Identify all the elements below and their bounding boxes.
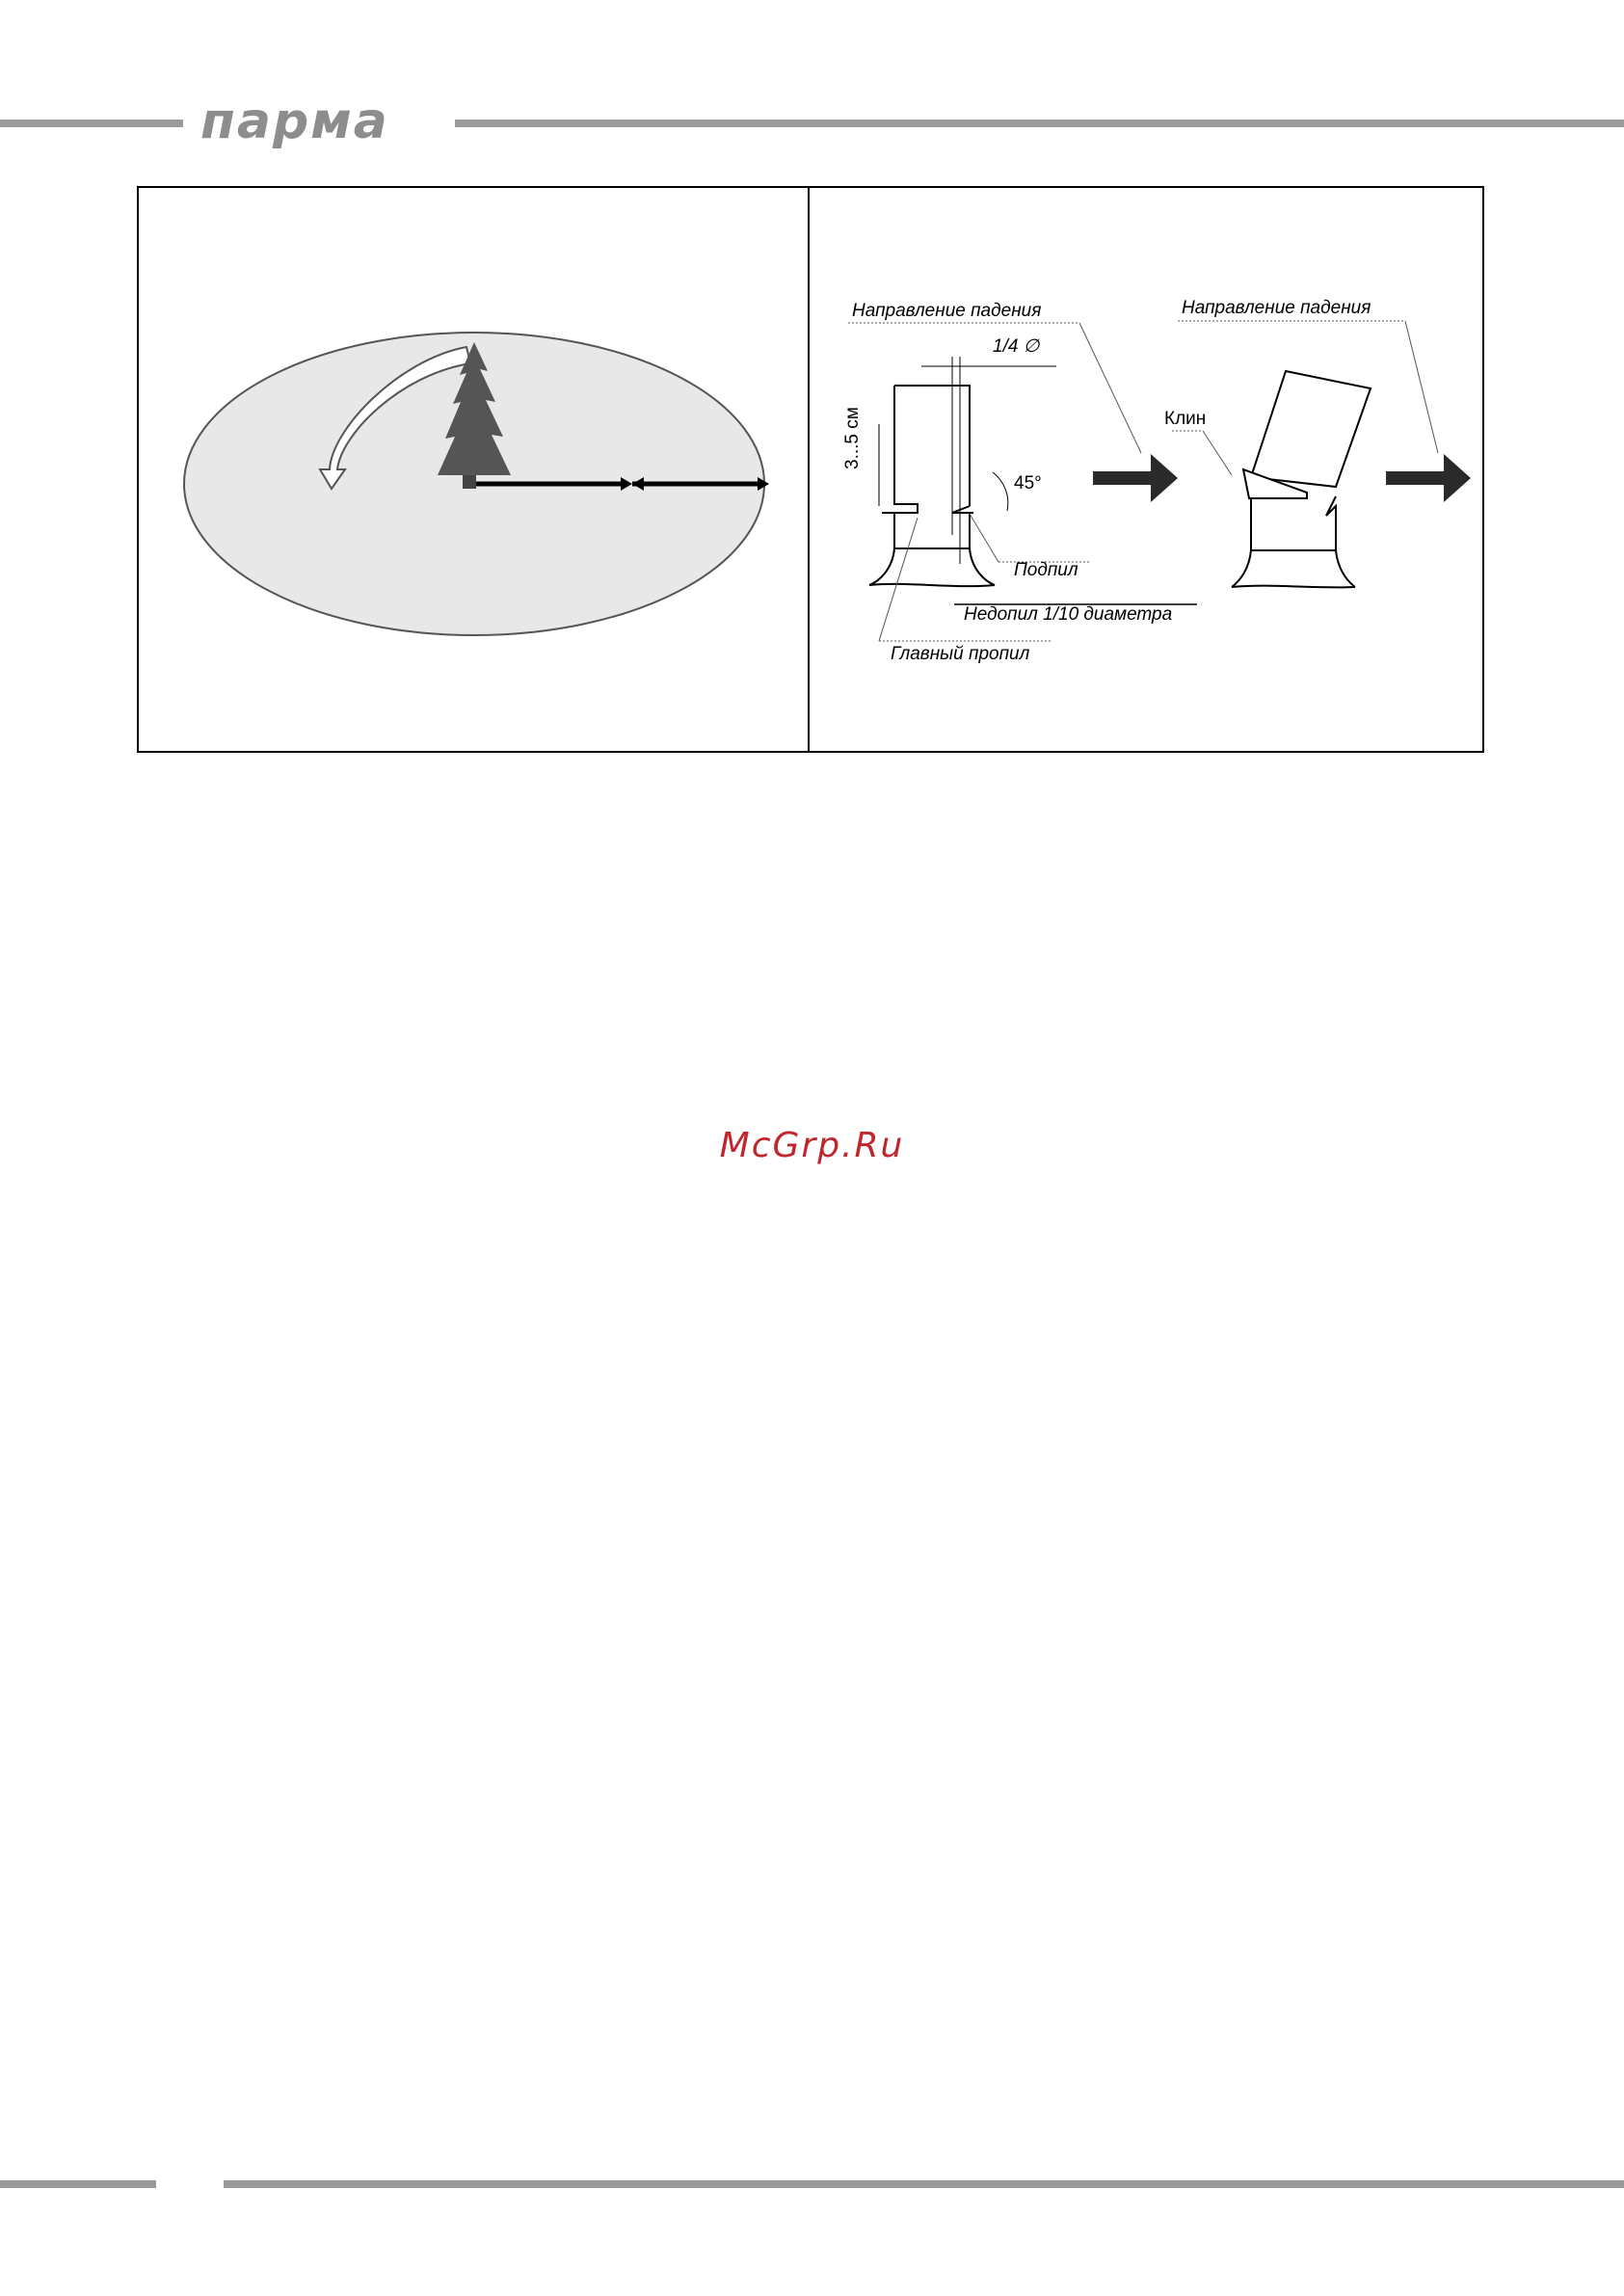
- fall-direction-label-1: Направление падения: [852, 301, 1042, 321]
- quarter-diameter-label: 1/4 ∅: [993, 336, 1040, 357]
- watermark: McGrp.Ru: [719, 1126, 905, 1165]
- angle-arc: [993, 472, 1008, 511]
- hinge-label: Недопил 1/10 диаметра: [964, 604, 1173, 625]
- leader-line: [1079, 323, 1141, 453]
- leader-line: [970, 514, 998, 562]
- undercut-label: Подпил: [1014, 560, 1078, 580]
- leader-line: [1405, 321, 1438, 453]
- wedge-label: Клин: [1164, 409, 1207, 429]
- fall-direction-arrow-icon: [1093, 454, 1178, 502]
- trunk-falling: [1232, 371, 1371, 587]
- fall-direction-label-2: Направление падения: [1182, 298, 1371, 318]
- angle-label: 45°: [1014, 473, 1042, 494]
- trunk-before: [869, 386, 995, 586]
- leader-line: [879, 518, 918, 641]
- footer-rule-left: [0, 2180, 156, 2188]
- footer-rule-right: [224, 2180, 1624, 2188]
- notch-height-label: 3...5 см: [842, 407, 863, 469]
- fall-direction-arrow-icon: [1386, 454, 1471, 502]
- leader-line: [1203, 431, 1232, 475]
- main-cut-label: Главный пропил: [891, 644, 1030, 664]
- header-rule-right: [455, 120, 1624, 127]
- header-rule-left: [0, 120, 183, 127]
- brand-logo: парма: [200, 93, 389, 150]
- felling-zone-diagram: [139, 188, 808, 751]
- felling-cut-diagram: [810, 188, 1482, 751]
